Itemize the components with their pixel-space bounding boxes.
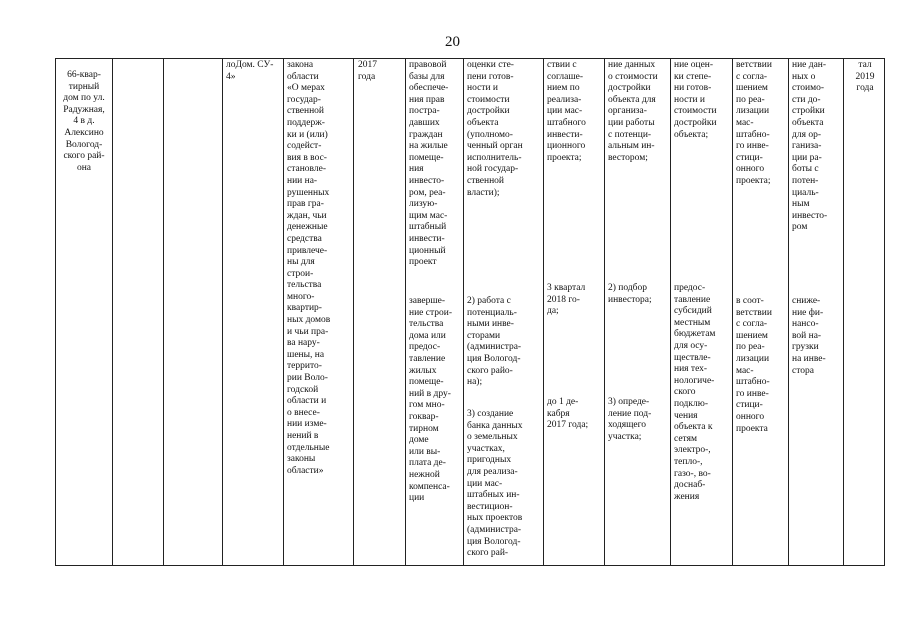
table-column-empty-1 xyxy=(113,59,164,565)
table-column-support xyxy=(671,59,733,565)
measures-cell-1: оценки сте- пени готов- ности и стоимости достройки объекта (уполномо- ченный орган исполнитель- ной государ- ственной власти); xyxy=(467,60,523,198)
table-column-purpose xyxy=(406,59,464,565)
investor-cell-2: 2) подбор инвестора; xyxy=(608,283,652,305)
table-column-developer xyxy=(223,59,284,565)
agreement-cell-2: в соот- ветствии с согла- шением по реа- лизации мас- штабно- го инве- стици- онного проекта xyxy=(736,296,772,434)
deadline-cell-3: до 1 де- кабря 2017 года; xyxy=(547,397,589,431)
table-column-law xyxy=(284,59,354,565)
measures-cell-2: 2) работа с потенциаль- ными инве- сторами (администра- ция Вологод- ского райо- на); xyxy=(467,296,522,388)
table-column-deadline xyxy=(544,59,605,565)
investor-cell-1: ние данных о стоимости достройки объекта для организа- ции работы с потенци- альным ин- вестором; xyxy=(608,60,658,163)
table-column-result xyxy=(789,59,844,565)
year-cell: 2017 года xyxy=(358,60,377,82)
purpose-cell-2: заверше- ние строи- тельства дома или предос- тавление жилых помеще- ний в дру- гом мно- гоквар- тирном доме или вы- плата де- нежной компенса- ции xyxy=(409,296,452,504)
investor-cell-3: 3) опреде- ление под- ходящего участка; xyxy=(608,397,652,442)
table-column-measures xyxy=(464,59,544,565)
term-cell: тал 2019 года xyxy=(855,60,875,94)
agreement-cell-1: ветствии с согла- шением по реа- лизации мас- штабно- го инве- стици- онного проекта; xyxy=(736,60,772,186)
object-name-cell: 66-квар- тирный дом по ул. Радужная, 4 в д. Алексино Вологод- ского рай- она xyxy=(63,70,105,173)
table-column-empty-2 xyxy=(164,59,223,565)
table-column-term xyxy=(844,59,886,565)
result-cell-2: сниже- ние фи- нансо- вой на- грузки на инве- стора xyxy=(792,296,826,376)
result-cell-1: ние дан- ных о стоимо- сти до- стройки объекта для ор- ганиза- ции ра- боты с потен- циаль- ным инвесто- ром xyxy=(792,60,828,233)
deadline-cell-2: 3 квартал 2018 го- да; xyxy=(547,283,586,317)
measures-table xyxy=(55,58,885,566)
developer-cell: лоДом. СУ- 4» xyxy=(226,60,274,82)
measures-cell-3: 3) создание банка данных о земельных участках, пригодных для реализа- ции мас- штабных ин- вестицион- ных проектов (администра- ция Вологод- ского рай- xyxy=(467,409,523,559)
support-cell-1: ние оцен- ки степе- ни готов- ности и стоимости достройки объекта; xyxy=(674,60,717,140)
purpose-cell-1: правовой базы для обеспече- ния прав постра- давших граждан на жилые помеще- ния инвесто- ром, реа- лизую- щим мас- штабный инвести- ционный проект xyxy=(409,60,449,268)
table-column-agreement xyxy=(733,59,789,565)
page-number: 20 xyxy=(445,34,460,50)
deadline-cell-1: ствии с соглаше- нием по реализа- ции мас- штабного инвести- ционного проекта; xyxy=(547,60,586,163)
law-cell: закона области «О мерах государ- ственной поддерж- ки и (или) содейст- вия в вос- становле- нии на- рушенных прав гра- ждан, чьи денежные средства привлече- ны для строи- тельства много- квартир- ных домов и чьи пра- ва нару- шены, на террито- рии Воло- годской области и о внесе- нии изме- нений в отдельные законы области» xyxy=(287,60,331,476)
table-column-object xyxy=(56,59,113,565)
table-column-year xyxy=(354,59,406,565)
support-cell-2: предос- тавление субсидий местным бюджетам для осу- ществле- ния тех- нологиче- ского подклю- чения объекта к сетям электро-, тепло-, газо-, во- доснаб- жения xyxy=(674,283,716,502)
table-column-investor xyxy=(605,59,671,565)
